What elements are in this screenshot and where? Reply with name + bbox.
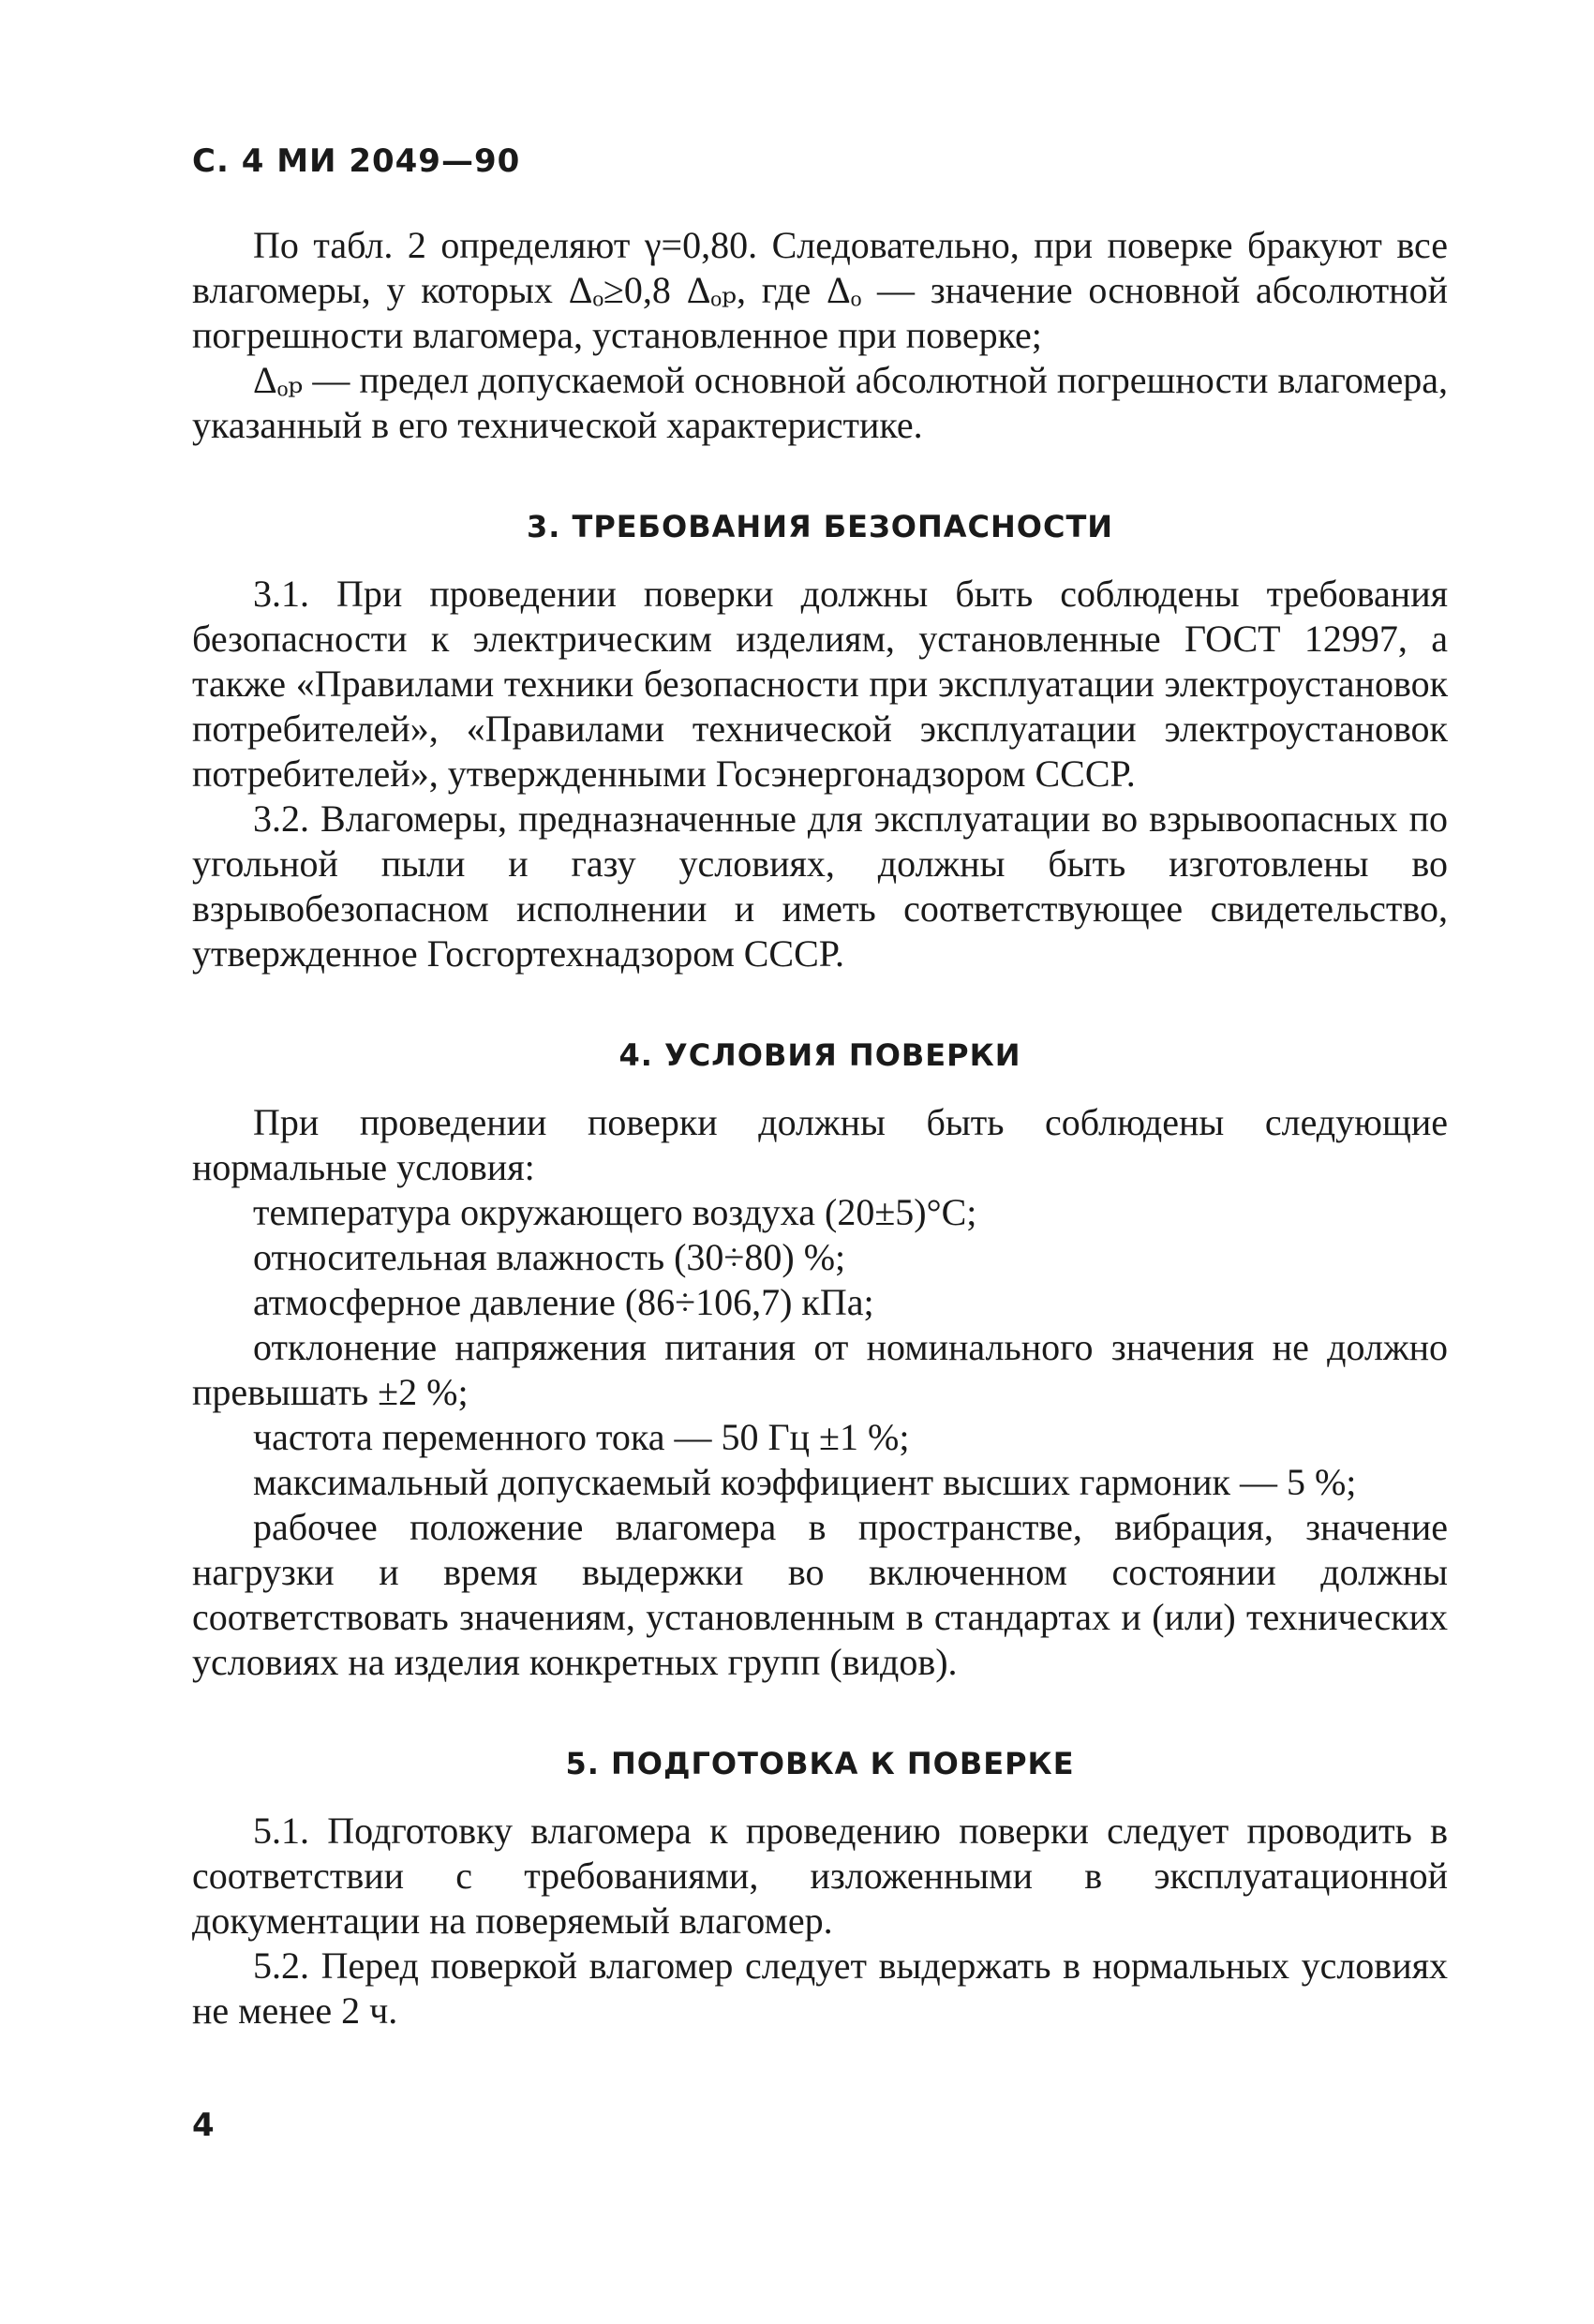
section-3-paragraph-1: 3.1. При проведении поверки должны быть соблюдены требования безопасности к электрическим изделиям, установленные ГОСТ 12997, а также «Правилами техники безопасности при эксплуатации электроустановок потребителей», «Правилами технической эксплуатации электроустановок потребителей», утвержденными Госэнергонадзором СССР. [192, 573, 1448, 795]
condition-item: температура окружающего воздуха (20±5)°С; [253, 1191, 977, 1233]
section-3-heading: 3. ТРЕБОВАНИЯ БЕЗОПАСНОСТИ [526, 509, 1114, 544]
running-head: С. 4 МИ 2049—90 [192, 142, 521, 180]
condition-item: относительная влажность (30÷80) %; [253, 1236, 846, 1278]
intro-paragraph-1: По табл. 2 определяют γ=0,80. Следовательно, при поверке бракуют все влагомеры, у которых Δₒ≥0,8 Δₒₚ, где Δₒ — значение основной абсолютной погрешности влагомера, установленное при поверке; [192, 224, 1448, 356]
section-5-paragraph-2: 5.2. Перед поверкой влагомер следует выдержать в нормальных условиях не менее 2 ч. [192, 1944, 1448, 2032]
section-4-heading: 4. УСЛОВИЯ ПОВЕРКИ [618, 1037, 1021, 1073]
intro-paragraph-2: Δₒₚ — предел допускаемой основной абсолютной погрешности влагомера, указанный в его технической характеристике. [192, 359, 1448, 446]
condition-item: рабочее положение влагомера в пространстве, вибрация, значение нагрузки и время выдержки во включенном состоянии должны соответствовать значениям, установленным в стандартах и (или) технических условиях на изделия конкретных групп (видов). [192, 1506, 1448, 1683]
section-5-paragraph-1: 5.1. Подготовку влагомера к проведению поверки следует проводить в соответствии с требованиями, изложенными в эксплуатационной документации на поверяемый влагомер. [192, 1810, 1448, 1942]
condition-item: максимальный допускаемый коэффициент высших гармоник — 5 %; [253, 1461, 1357, 1503]
page-number: 4 [192, 2107, 215, 2144]
condition-item: атмосферное давление (86÷106,7) кПа; [253, 1281, 874, 1323]
section-5-heading: 5. ПОДГОТОВКА К ПОВЕРКЕ [565, 1746, 1075, 1781]
condition-item: частота переменного тока — 50 Гц ±1 %; [253, 1416, 910, 1458]
document-page [192, 131, 1448, 2249]
document-body [192, 223, 1448, 2034]
condition-item: отклонение напряжения питания от номинального значения не должно превышать ±2 %; [192, 1326, 1448, 1413]
section-3-paragraph-2: 3.2. Влагомеры, предназначенные для эксплуатации во взрывоопасных по угольной пыли и газу условиях, должны быть изготовлены во взрывобезопасном исполнении и иметь соответствующее свидетельство, утвержденное Госгортехнадзором СССР. [192, 797, 1448, 975]
section-4-intro: При проведении поверки должны быть соблюдены следующие нормальные условия: [192, 1101, 1448, 1188]
